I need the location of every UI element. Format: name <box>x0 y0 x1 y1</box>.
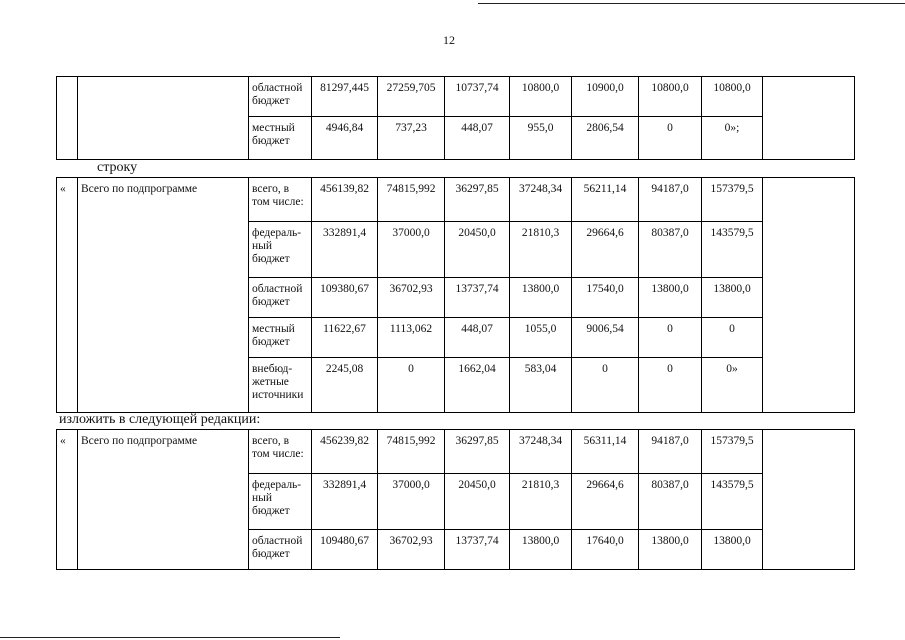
amount-cell: 10900,0 <box>572 77 639 117</box>
amount-cell: 448,07 <box>445 117 510 160</box>
amount-cell: 94187,0 <box>639 178 702 222</box>
empty-notes-cell <box>763 178 855 413</box>
amount-cell: 81297,445 <box>312 77 378 117</box>
amount-cell: 29664,6 <box>572 222 639 278</box>
funding-source-cell: всего, в том числе: <box>249 178 312 222</box>
amount-cell: 2245,08 <box>312 358 378 413</box>
opening-quote-cell: « <box>57 430 78 570</box>
amount-cell: 10737,74 <box>445 77 510 117</box>
amount-cell: 456239,82 <box>312 430 378 474</box>
amount-cell: 20450,0 <box>445 474 510 530</box>
amount-cell: 0 <box>639 318 702 358</box>
amount-cell: 13737,74 <box>445 278 510 318</box>
amount-cell: 10800,0 <box>639 77 702 117</box>
amount-cell: 0»; <box>702 117 763 160</box>
amount-cell: 1113,062 <box>378 318 445 358</box>
amount-cell: 20450,0 <box>445 222 510 278</box>
funding-source-cell: местный бюджет <box>249 318 312 358</box>
amount-cell: 37248,34 <box>510 430 572 474</box>
amount-cell: 13800,0 <box>702 278 763 318</box>
amount-cell: 13800,0 <box>510 278 572 318</box>
amount-cell: 13800,0 <box>639 530 702 570</box>
amount-cell: 0 <box>378 358 445 413</box>
amount-cell: 10800,0 <box>702 77 763 117</box>
subprogram-name-cell: Всего по подпрограмме <box>78 178 249 413</box>
table-current-subprogram <box>56 177 855 413</box>
opening-quote-cell: « <box>57 178 78 413</box>
amount-cell: 109380,67 <box>312 278 378 318</box>
amount-cell: 9006,54 <box>572 318 639 358</box>
amount-cell: 1055,0 <box>510 318 572 358</box>
amount-cell: 29664,6 <box>572 474 639 530</box>
amount-cell: 109480,67 <box>312 530 378 570</box>
amount-cell: 332891,4 <box>312 222 378 278</box>
top-rule <box>478 3 905 4</box>
funding-source-cell: федераль-ный бюджет <box>249 474 312 530</box>
funding-source-cell: внебюд-жетные источники <box>249 358 312 413</box>
phrase-stroku: строку <box>97 160 138 175</box>
opening-quote-cell <box>57 77 78 160</box>
phrase-new-edition: изложить в следующей редакции: <box>59 412 261 427</box>
table-row <box>57 430 855 474</box>
amount-cell: 0 <box>639 117 702 160</box>
amount-cell: 13737,74 <box>445 530 510 570</box>
amount-cell: 80387,0 <box>639 222 702 278</box>
amount-cell: 27259,705 <box>378 77 445 117</box>
amount-cell: 21810,3 <box>510 222 572 278</box>
table-new-subprogram <box>56 429 855 570</box>
amount-cell: 74815,992 <box>378 178 445 222</box>
funding-source-cell: областной бюджет <box>249 530 312 570</box>
subprogram-name-cell: Всего по подпрограмме <box>78 430 249 570</box>
amount-cell: 0 <box>702 318 763 358</box>
amount-cell: 56311,14 <box>572 430 639 474</box>
amount-cell: 94187,0 <box>639 430 702 474</box>
table-row <box>57 77 855 117</box>
amount-cell: 17640,0 <box>572 530 639 570</box>
subprogram-name-cell <box>78 77 249 160</box>
amount-cell: 583,04 <box>510 358 572 413</box>
amount-cell: 157379,5 <box>702 430 763 474</box>
amount-cell: 37248,34 <box>510 178 572 222</box>
amount-cell: 36702,93 <box>378 278 445 318</box>
amount-cell: 737,23 <box>378 117 445 160</box>
funding-source-cell: областной бюджет <box>249 77 312 117</box>
table-row <box>57 178 855 222</box>
amount-cell: 36702,93 <box>378 530 445 570</box>
bottom-rule <box>0 637 340 638</box>
empty-notes-cell <box>763 430 855 570</box>
amount-cell: 143579,5 <box>702 474 763 530</box>
amount-cell: 21810,3 <box>510 474 572 530</box>
amount-cell: 157379,5 <box>702 178 763 222</box>
amount-cell: 11622,67 <box>312 318 378 358</box>
amount-cell: 13800,0 <box>639 278 702 318</box>
page-number: 12 <box>443 33 455 47</box>
amount-cell: 4946,84 <box>312 117 378 160</box>
amount-cell: 80387,0 <box>639 474 702 530</box>
amount-cell: 17540,0 <box>572 278 639 318</box>
funding-source-cell: областной бюджет <box>249 278 312 318</box>
amount-cell: 10800,0 <box>510 77 572 117</box>
amount-cell: 448,07 <box>445 318 510 358</box>
amount-cell: 13800,0 <box>702 530 763 570</box>
table-old-rows <box>56 76 855 160</box>
amount-cell: 456139,82 <box>312 178 378 222</box>
amount-cell: 13800,0 <box>510 530 572 570</box>
funding-source-cell: местный бюджет <box>249 117 312 160</box>
amount-cell: 0 <box>572 358 639 413</box>
amount-cell: 143579,5 <box>702 222 763 278</box>
empty-notes-cell <box>763 77 855 160</box>
amount-cell: 74815,992 <box>378 430 445 474</box>
amount-cell: 37000,0 <box>378 222 445 278</box>
amount-cell: 0 <box>639 358 702 413</box>
amount-cell: 2806,54 <box>572 117 639 160</box>
amount-cell: 36297,85 <box>445 430 510 474</box>
amount-cell: 36297,85 <box>445 178 510 222</box>
amount-cell: 37000,0 <box>378 474 445 530</box>
amount-cell: 56211,14 <box>572 178 639 222</box>
amount-cell: 0» <box>702 358 763 413</box>
amount-cell: 1662,04 <box>445 358 510 413</box>
amount-cell: 332891,4 <box>312 474 378 530</box>
funding-source-cell: всего, в том числе: <box>249 430 312 474</box>
amount-cell: 955,0 <box>510 117 572 160</box>
funding-source-cell: федераль-ный бюджет <box>249 222 312 278</box>
